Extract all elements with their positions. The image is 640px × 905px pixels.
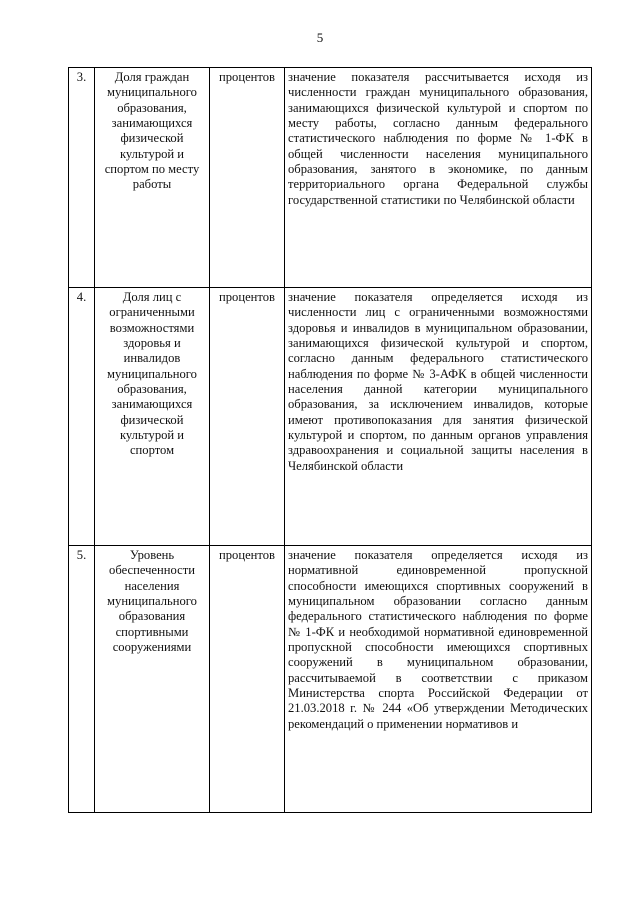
indicator-description: значение показателя рассчитывается исходя из численности граждан муниципального образования, занимающихся физической культурой и спортом по месту работы, согласно данным федерального статистического наблюдения по форме № 1-ФК в общей численности населения муниципального образования, занятого в экономике, по данным территориального органа Федеральной службы государственной статистики по Челябинской области xyxy=(285,68,592,288)
indicator-unit: процентов xyxy=(210,288,285,546)
page-number: 5 xyxy=(316,30,324,45)
indicator-name: Доля лиц с ограниченными возможностями здоровья и инвалидов муниципального образования, занимающихся физической культурой и спортом xyxy=(95,288,210,546)
table-row xyxy=(69,68,592,288)
table-row xyxy=(69,546,592,813)
indicator-description: значение показателя определяется исходя из численности лиц с ограниченными возможностями здоровья и инвалидов в муниципальном образовании, занимающихся физической культурой и спортом, согласно данным федерального статистического наблюдения по форме № 3-АФК в общей численности населения данной категории муниципального образования, за исключением инвалидов, которые имеют противопоказания для занятия физической культурой и спортом, по данным органов управления здравоохранения и социальной защиты населения в Челябинской области xyxy=(285,288,592,546)
indicator-unit: процентов xyxy=(210,68,285,288)
row-number: 5. xyxy=(69,546,95,813)
table-row xyxy=(69,288,592,546)
indicator-description: значение показателя определяется исходя из нормативной единовременной пропускной способности имеющихся спортивных сооружений в муниципальном образовании согласно данным федерального статистического наблюдения по форме № 1-ФК и необходимой нормативной единовременной пропускной способности имеющихся спортивных сооружений в муниципальном образовании, рассчитываемой в соответствии с приказом Министерства спорта Российской Федерации от 21.03.2018 г. № 244 «Об утверждении Методических рекомендаций о применении нормативов и xyxy=(285,546,592,813)
indicator-name: Доля граждан муниципального образования, занимающихся физической культурой и спортом по месту работы xyxy=(95,68,210,288)
indicator-unit: процентов xyxy=(210,546,285,813)
indicators-table xyxy=(68,67,592,813)
indicator-name: Уровень обеспеченности населения муниципального образования спортивными сооружениями xyxy=(95,546,210,813)
row-number: 4. xyxy=(69,288,95,546)
row-number: 3. xyxy=(69,68,95,288)
